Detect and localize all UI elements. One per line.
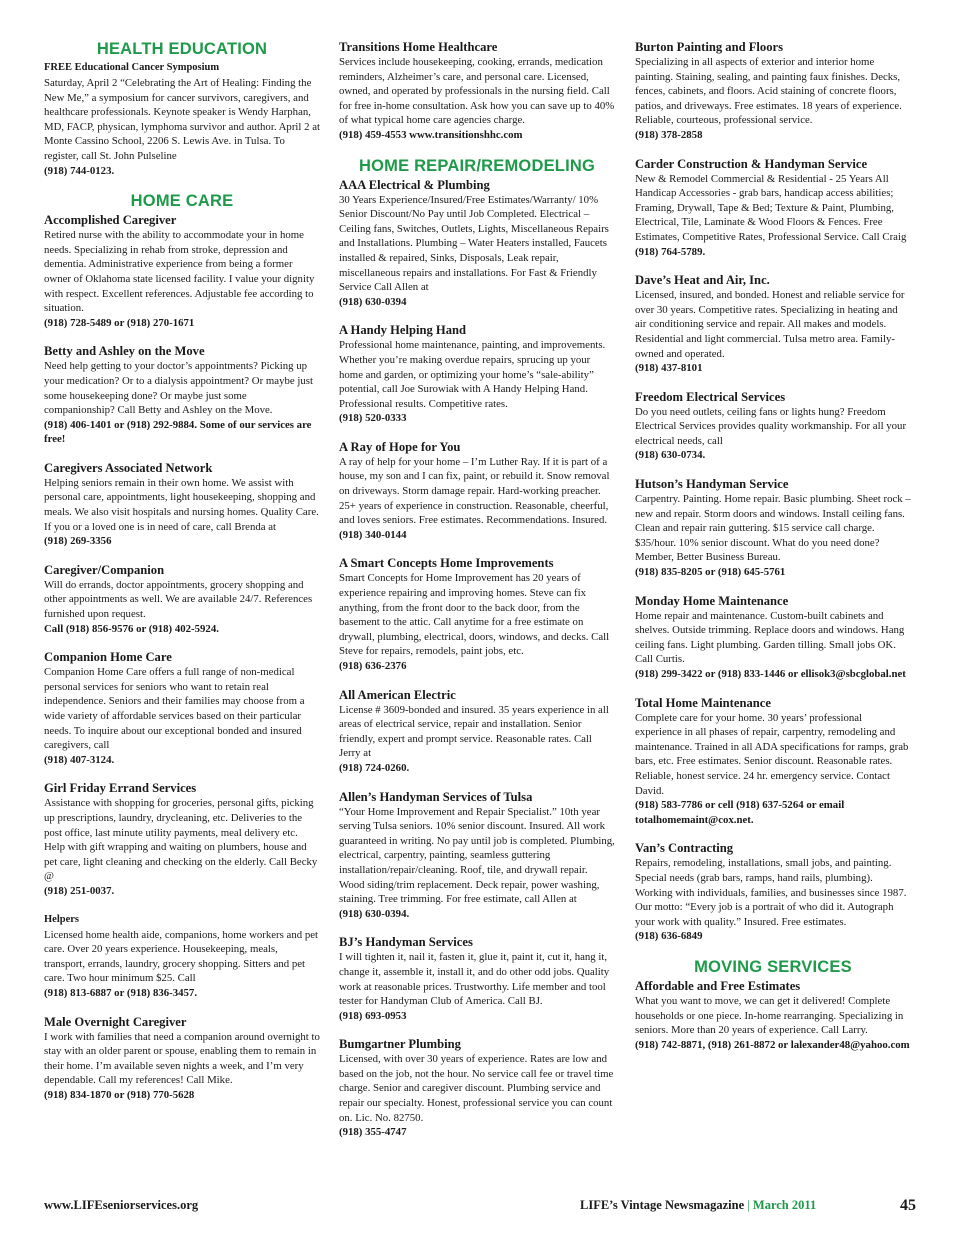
listing-description: Companion Home Care offers a full range of non-medical personal services for seniors who want to retain real independence. Seniors and their families may choose from a wide variety of affordable services based on their particular needs. To inquire about our exceptional bonded and insured caregivers, call — [44, 666, 305, 752]
listing-title: Carder Construction & Handyman Service — [635, 156, 868, 171]
listing-entry — [635, 40, 911, 143]
footer-website[interactable]: www.LIFEseniorservices.org — [44, 1198, 199, 1212]
listing-description: Saturday, April 2 “Celebrating the Art of Healing: Finding the New Me,” a symposium for cancer survivors, caregivers, and healthcare professionals. Keynote speaker is Wendy Harphan, MD, FACP, physican, lymphoma survivor and author. April 2 at Monte Cassino School, 2206 S. Lewis Ave. in Tulsa. To register, call St. John Pulseline — [44, 77, 321, 162]
listing-contact: (918) 251-0037. — [44, 884, 115, 897]
listing-description: Will do errands, doctor appointments, grocery shopping and other appointments as well. We are available 24/7. References furnished upon request. — [44, 578, 313, 621]
listing-description: Specializing in all aspects of exterior and interior home painting. Staining, sealing, and painting faux finishes. Decks, fences, cabinets, and floors. Acid staining of concrete floors, patios, and driveways. Free estimates. 18 years of experience. Reliable, courteous, professional service. — [635, 56, 902, 127]
listing-contact: (918) 630-0394 — [339, 295, 407, 308]
listing-title: Girl Friday Errand Services — [44, 781, 197, 796]
magazine-name: LIFE’s Vintage Newsmagazine — [580, 1198, 745, 1212]
listing-contact: (918) 459-4553 www.transitionshhc.com — [339, 128, 523, 141]
listing-entry — [635, 273, 911, 376]
listing-description: Licensed home health aide, companions, home workers and pet care. Over 20 years experience. Housekeeping, meals, transport, errands, laundry, grocery shopping. Sitters and pet care. Two hour minimum $25. Call — [44, 928, 319, 985]
listing-entry — [339, 440, 615, 543]
listing-title: Male Overnight Caregiver — [44, 1014, 187, 1029]
listing-description: Do you need outlets, ceiling fans or lights hung? Freedom Electrical Services provides quality workmanship. For all your electrical needs, call — [635, 405, 907, 447]
listing-description: I work with families that need a companion around overnight to stay with an older parent or spouse, enabling them to remain in their home. I’m available seven nights a week, and I’m very dependable. Call my references! Call Mike. — [44, 1030, 320, 1087]
section-heading: HEALTH EDUCATION — [96, 40, 268, 58]
column-1 — [44, 40, 320, 1116]
section-heading: HOME REPAIR/REMODELING — [358, 156, 596, 175]
listing-description: Helping seniors remain in their own home. We assist with personal care, appointments, light housekeeping, shopping and meals. We also visit hospitals and nursing homes. Quality Care. If you or a loved one is in need of care, call Brenda at — [44, 476, 319, 533]
listing-contact: (918) 630-0734. — [635, 449, 706, 462]
listing-title: AAA Electrical & Plumbing — [339, 177, 490, 192]
listing-title: Total Home Maintenance — [635, 695, 771, 710]
listing-description: I will tighten it, nail it, fasten it, glue it, paint it, cut it, hang it, change it, assemble it, install it, and do other odd jobs. Quality work at reasonable prices. Trustworthy. Life member and tool tester for Handyman Club of America. Call BJ. — [339, 951, 610, 1008]
listing-title: BJ’s Handyman Services — [339, 935, 473, 950]
listing-description: Complete care for your home. 30 years’ professional experience in all phases of repair, carpentry, remodeling and maintenance. Trained in all ADA specifications for ramps, grab bars, etc. Free estimates. Senior discount. Reasonable rates. Reliable, honest service. 24 hr. emergency service. Contact David. — [635, 711, 909, 797]
footer-separator: | — [747, 1198, 750, 1212]
listing-description: Services include housekeeping, cooking, errands, medication reminders, Alzheimer’s care, and personal care. Licensed, owned, and operated by professionals in the nursing field. Call for free in-home consultation. Ask how you can save up to 40% of what typical home care agencies charge. — [339, 56, 615, 127]
listing-entry — [44, 1015, 320, 1103]
listing-description: Retired nurse with the ability to accommodate your in home needs. Specializing in rehab from stroke, depression and dementia. Administrative experience from being a former owner of Oklahoma state licensed facility. I value your dignity with respect. Excellent references. Adjustable fee according to situation. — [44, 229, 315, 315]
listing-description: Licensed, insured, and bonded. Honest and reliable service for over 30 years. Competitive rates. Specializing in heating and air conditioning service and repair. All makes and models. Residential and light commercial. Tulsa metro area. Family-owned and operated. — [635, 289, 905, 360]
listing-title: All American Electric — [339, 687, 456, 702]
section-heading: MOVING SERVICES — [694, 957, 852, 976]
listing-title: Affordable and Free Estimates — [635, 978, 801, 993]
listing-contact: (918) 520-0333 — [339, 412, 407, 425]
listing-description: Repairs, remodeling, installations, small jobs, and painting. Special needs (grab bars, ramps, hand rails, plumbing). Working with individuals, families, and businesses since 1987. Our motto: “Every job is a portrait of who did it. Autograph your work with quality.” Insured. Free estimates. — [635, 857, 907, 928]
listing-entry — [44, 781, 320, 898]
listing-contact: (918) 636-6849 — [635, 930, 703, 943]
listing-contact: (918) 764-5789. — [635, 245, 706, 258]
listing-entry — [635, 390, 911, 463]
listing-contact: (918) 835-8205 or (918) 645-5761 — [635, 566, 786, 579]
listing-description: What you want to move, we can get it delivered! Complete households or one piece. In-home rearranging. Specializing in seniors. More than 20 years of experience. Call Larry. — [635, 994, 904, 1037]
listing-description: License # 3609-bonded and insured. 35 years experience in all areas of electrical service, repair and installation. Senior friendly, expert and prompt service. Reasonable rates. Call Jerry at — [339, 703, 609, 760]
listing-title: Caregivers Associated Network — [44, 460, 213, 475]
listing-title: A Ray of Hope for You — [339, 439, 461, 454]
listing-title: Helpers — [44, 913, 79, 925]
footer-masthead — [580, 1198, 816, 1213]
listing-contact: (918) 834-1870 or (918) 770-5628 — [44, 1088, 195, 1101]
listing-title: Monday Home Maintenance — [635, 593, 789, 608]
page-number: 45 — [900, 1197, 916, 1214]
listing-entry — [635, 696, 911, 828]
listing-contact: (918) 744-0123. — [44, 164, 115, 177]
listing-entry — [339, 790, 615, 922]
listing-entry — [44, 913, 320, 1001]
listing-entry — [339, 935, 615, 1023]
listing-contact: (918) 355-4747 — [339, 1126, 407, 1139]
listing-title: Bumgartner Plumbing — [339, 1037, 461, 1052]
listing-entry — [44, 650, 320, 767]
listing-contact: (918) 407-3124. — [44, 753, 115, 766]
listing-contact: (918) 636-2376 — [339, 660, 407, 672]
listing-contact: (918) 583-7786 or cell (918) 637-5264 or email totalhomemaint@cox.net. — [635, 799, 845, 826]
listing-contact: (918) 406-1401 or (918) 292-9884. Some of our services are free! — [44, 418, 312, 446]
section-heading: HOME CARE — [130, 192, 234, 211]
listing-description: A ray of help for your home – I’m Luther Ray. If it is part of a house, my son and I can fix, paint, or rebuild it. Snow removal on driveways. Storm damage repair. Hard-working preacher. 25+ years of experience in construction. Reasonable, cheerful, and loves seniors. Free estimates. Recommendations. Insured. — [339, 455, 610, 527]
listing-description: Carpentry. Painting. Home repair. Basic plumbing. Sheet rock – new and repair. Storm doors and windows. Install ceiling fans. Clean and repair rain guttering. $15 service call charge. $35/hour. 10% senior discount. What do you need done? Member, Better Business Bureau. — [635, 493, 911, 564]
listing-description: 30 Years Experience/Insured/Free Estimates/Warranty/ 10% Senior Discount/No Pay until Job Completed. Electrical – Ceiling fans, Switches, Outlets, Lights, Miscellaneous Repairs and Installations. Plumbing – Water Heaters installed, Faucets installed & repaired, Sinks, Disposals, Leak repair, miscellaneous repairs and installations. For Fast & Friendly Service Call Allen at — [339, 193, 609, 294]
listing-title: Van’s Contracting — [635, 841, 734, 856]
listing-title: Dave’s Heat and Air, Inc. — [635, 273, 770, 288]
listing-entry — [44, 563, 320, 636]
listing-title: A Smart Concepts Home Improvements — [339, 556, 554, 571]
listing-description: “Your Home Improvement and Repair Specialist.” 10th year serving Tulsa seniors. 10% senior discount. Insured. All work guaranteed in writing. No pay until job is completed. Plumbing, electrical, carpentry, painting, seamless guttering installation/repair/cleaning. Roof, tile, and drywall repair. Wood siding/trim replacement. Deck repair, power washing, staining. Tree trimming. For free estimate, call Allen at — [339, 805, 615, 906]
listing-description: Assistance with shopping for groceries, personal gifts, picking up prescriptions, laundry, drycleaning, etc. Deliveries to the post office, last minute utility payments, meal delivery etc. Help with gift wrapping and waiting on plumbers, house and pet care, light cleaning and checking on the elderly. Call Becky @ — [44, 797, 318, 883]
listing-title: Burton Painting and Floors — [635, 40, 784, 54]
listing-entry — [44, 213, 320, 330]
listing-entry — [44, 461, 320, 549]
listing-description: Licensed, with over 30 years of experience. Rates are low and based on the job, not the hour. No service call fee or travel time charge. Senior and caregiver discount. Plumbing service and repair our specialty. Honest, professional service you can count on. Lic. No. 82750. — [339, 1053, 614, 1124]
listing-title: Transitions Home Healthcare — [339, 40, 498, 54]
listing-contact: (918) 437-8101 — [635, 362, 703, 375]
column-3 — [635, 40, 911, 1066]
listing-entry — [339, 688, 615, 776]
listing-description: Need help getting to your doctor’s appointments? Picking up your medication? Or to a dialysis appointment? Or maybe just some housekeeping done? Or maybe just some companionship? Call Betty and Ashley on the Move. — [44, 360, 313, 417]
listing-contact: (918) 340-0144 — [339, 528, 407, 541]
listing-entry — [635, 841, 911, 944]
listing-entry — [635, 477, 911, 580]
listing-title: FREE Educational Cancer Symposium — [44, 62, 220, 73]
issue-date: March 2011 — [752, 1198, 817, 1212]
listing-description: Smart Concepts for Home Improvement has 20 years of experience repairing and improving homes. Steve can fix anything, from the front door to the back door, from the basement to the attic. Call anytime for a free estimate on drywall, plumbing, electrical, doors, windows, and decks. Call Steve for repairs, remodels, paint jobs, etc. — [339, 572, 610, 658]
listing-title: A Handy Helping Hand — [339, 323, 467, 338]
listing-description: Home repair and maintenance. Custom-built cabinets and shelves. Outside trimming. Replace doors and windows. Hang ceiling fans. Light plumbing. Garden tilling. Small jobs OK. Call Curtis. — [635, 609, 905, 666]
listing-contact: (918) 299-3422 or (918) 833-1446 or ellisok3@sbcglobal.net — [635, 668, 906, 680]
listing-title: Companion Home Care — [44, 650, 172, 665]
listing-contact: Call (918) 856-9576 or (918) 402-5924. — [44, 622, 219, 635]
listing-entry — [339, 40, 615, 143]
listing-entry — [44, 61, 320, 178]
listing-title: Accomplished Caregiver — [44, 213, 177, 228]
listing-title: Betty and Ashley on the Move — [44, 344, 205, 359]
listing-entry — [635, 979, 911, 1052]
listing-entry — [339, 323, 615, 426]
listing-entry — [339, 556, 615, 673]
listing-contact: (918) 724-0260. — [339, 761, 410, 774]
listing-contact: (918) 630-0394. — [339, 907, 410, 920]
listing-contact: (918) 693-0953 — [339, 1009, 407, 1022]
listing-title: Freedom Electrical Services — [635, 389, 786, 404]
listing-contact: (918) 378-2858 — [635, 128, 703, 141]
listing-contact: (918) 728-5489 or (918) 270-1671 — [44, 316, 195, 329]
listing-entry — [339, 1037, 615, 1140]
listing-contact: (918) 813-6887 or (918) 836-3457. — [44, 986, 198, 999]
listing-title: Allen’s Handyman Services of Tulsa — [339, 789, 533, 804]
listing-description: Professional home maintenance, painting, and improvements. Whether you’re making overdue repairs, sprucing up your home and garden, or optimizing your home’s “sale-ability” potential, call Joe Surowiak with A Handy Helping Hand. Professional results. Competitive rates. — [339, 339, 606, 410]
listing-entry — [635, 157, 911, 260]
listing-entry — [635, 594, 911, 682]
listing-description: New & Remodel Commercial & Residential - 25 Years All Handicap Accessories - grab bars, handicap access abilities; Framing, Drywall, Tape & Bed; Texture & Paint, Plumbing, Electrical, Tile, Laminate & Wood Floors & Fences. Free Estimates, Competitive Rates, Professional Service. Call Craig — [635, 172, 907, 243]
listing-contact: (918) 269-3356 — [44, 535, 112, 548]
listing-title: Hutson’s Handyman Service — [635, 477, 789, 492]
column-2 — [339, 40, 615, 1154]
listing-title: Caregiver/Companion — [44, 562, 165, 577]
listing-contact: (918) 742-8871, (918) 261-8872 or lalexander48@yahoo.com — [635, 1038, 910, 1051]
listing-entry — [44, 344, 320, 447]
listing-entry — [339, 178, 615, 310]
